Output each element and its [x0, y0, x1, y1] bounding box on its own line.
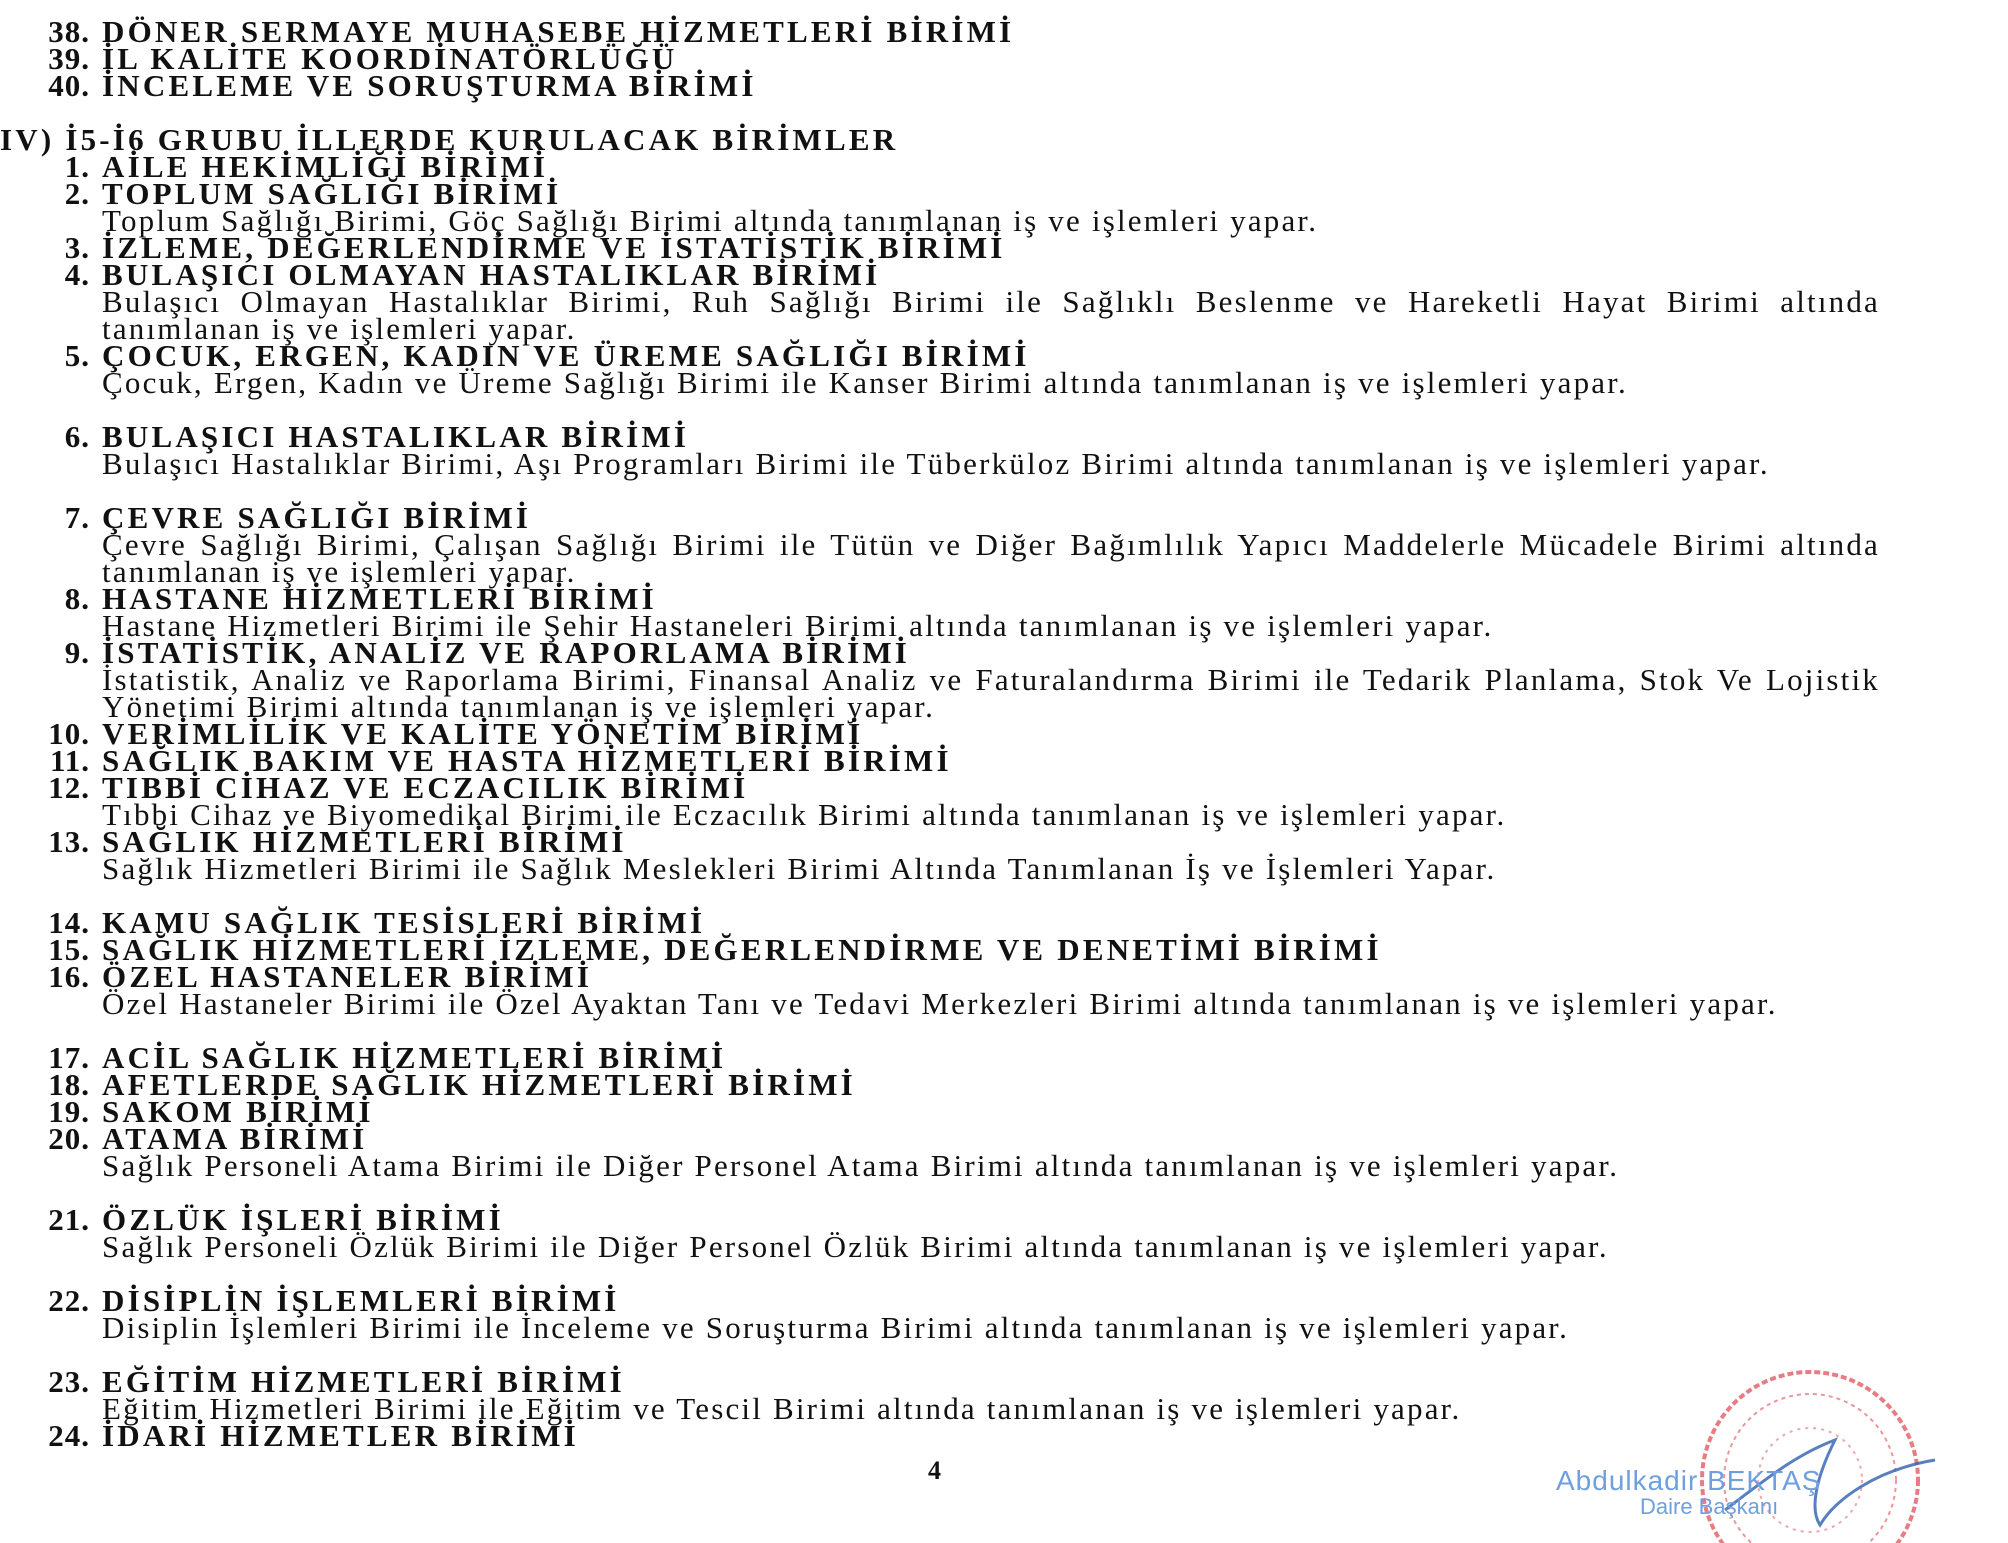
item-description: Toplum Sağlığı Birimi, Göç Sağlığı Birimi altında tanımlanan iş ve işlemleri yapar.: [102, 203, 1319, 238]
item-number: 23.: [48, 1364, 90, 1399]
item-title: SAĞLIK BAKIM VE HASTA HİZMETLERİ BİRİMİ: [102, 743, 952, 778]
item-title: HASTANE HİZMETLERİ BİRİMİ: [102, 581, 657, 616]
item-title: TOPLUM SAĞLIĞI BİRİMİ: [102, 176, 562, 211]
page-number: 4: [928, 1456, 941, 1485]
item-title: SAĞLIK HİZMETLERİ İZLEME, DEĞERLENDİRME VE DENETİMİ BİRİMİ: [102, 932, 1382, 967]
item-title: DİSİPLİN İŞLEMLERİ BİRİMİ: [102, 1283, 620, 1318]
item-title: AİLE HEKİMLİĞİ BİRİMİ: [102, 149, 549, 184]
item-description: Disiplin İşlemleri Birimi ile İnceleme ve Soruşturma Birimi altında tanımlanan iş ve işlemleri yapar.: [102, 1310, 1570, 1345]
item-description: Sağlık Personeli Özlük Birimi ile Diğer Personel Özlük Birimi altında tanımlanan iş ve işlemleri yapar.: [102, 1229, 1609, 1264]
item-description: Çevre Sağlığı Birimi, Çalışan Sağlığı Birimi ile Tütün ve Diğer Bağımlılık Yapıcı Maddelerle Mücadele Birimi altında tanımlanan iş ve işlemleri yapar.: [102, 527, 1880, 589]
item-title: ACİL SAĞLIK HİZMETLERİ BİRİMİ: [102, 1040, 727, 1075]
item-title: BULAŞICI OLMAYAN HASTALIKLAR BİRİMİ: [102, 257, 881, 292]
item-number: 8.: [64, 581, 90, 616]
item-title: VERİMLİLİK VE KALİTE YÖNETİM BİRİMİ: [102, 716, 864, 751]
item-number: 38.: [48, 14, 90, 49]
item-number: 2.: [64, 176, 90, 211]
item-title: BULAŞICI HASTALIKLAR BİRİMİ: [102, 419, 690, 454]
item-number: 19.: [48, 1094, 90, 1129]
item-title: EĞİTİM HİZMETLERİ BİRİMİ: [102, 1364, 625, 1399]
item-number: 9.: [64, 635, 90, 670]
item-title: ATAMA BİRİMİ: [102, 1121, 368, 1156]
item-number: 1.: [64, 149, 90, 184]
item-title: ÖZEL HASTANELER BİRİMİ: [102, 959, 593, 994]
item-description: Eğitim Hizmetleri Birimi ile Eğitim ve Tescil Birimi altında tanımlanan iş ve işlemleri yapar.: [102, 1391, 1462, 1426]
item-description: Sağlık Hizmetleri Birimi ile Sağlık Meslekleri Birimi Altında Tanımlanan İş ve İşlemleri Yapar.: [102, 851, 1497, 886]
item-title: DÖNER SERMAYE MUHASEBE HİZMETLERİ BİRİMİ: [102, 14, 1015, 49]
item-number: 7.: [64, 500, 90, 535]
item-description: Bulaşıcı Olmayan Hastalıklar Birimi, Ruh Sağlığı Birimi ile Sağlıklı Beslenme ve Hareketli Hayat Birimi altında tanımlanan iş ve işlemleri yapar.: [102, 284, 1880, 346]
item-number: 11.: [49, 743, 90, 778]
item-number: 40.: [48, 68, 90, 103]
item-number: 21.: [48, 1202, 90, 1237]
item-title: İZLEME, DEĞERLENDİRME VE İSTATİSTİK BİRİMİ: [102, 230, 1006, 265]
item-number: 14.: [48, 905, 90, 940]
item-title: TIBBİ CİHAZ VE ECZACILIK BİRİMİ: [102, 770, 749, 805]
item-number: 6.: [64, 419, 90, 454]
item-number: 13.: [48, 824, 90, 859]
item-number: 10.: [48, 716, 90, 751]
item-number: 5.: [64, 338, 90, 373]
item-description: İstatistik, Analiz ve Raporlama Birimi, Finansal Analiz ve Faturalandırma Birimi ile Tedarik Planlama, Stok Ve Lojistik Yönetimi Birimi altında tanımlanan iş ve işlemleri yapar.: [102, 662, 1880, 724]
item-title: ÖZLÜK İŞLERİ BİRİMİ: [102, 1202, 504, 1237]
item-title: İL KALİTE KOORDİNATÖRLÜĞÜ: [102, 41, 678, 76]
item-description: Bulaşıcı Hastalıklar Birimi, Aşı Programları Birimi ile Tüberküloz Birimi altında tanımlanan iş ve işlemleri yapar.: [102, 446, 1770, 481]
section-title: IV) İ5-İ6 GRUBU İLLERDE KURULACAK BİRİMLER: [0, 122, 899, 157]
item-title: AFETLERDE SAĞLIK HİZMETLERİ BİRİMİ: [102, 1067, 856, 1102]
item-description: Sağlık Personeli Atama Birimi ile Diğer Personel Atama Birimi altında tanımlanan iş ve işlemleri yapar.: [102, 1148, 1620, 1183]
item-number: 24.: [48, 1418, 90, 1453]
item-number: 3.: [64, 230, 90, 265]
item-title: İNCELEME VE SORUŞTURMA BİRİMİ: [102, 68, 757, 103]
item-number: 20.: [48, 1121, 90, 1156]
item-number: 16.: [48, 959, 90, 994]
item-number: 18.: [48, 1067, 90, 1102]
item-description: Hastane Hizmetleri Birimi ile Şehir Hastaneleri Birimi altında tanımlanan iş ve işlemleri yapar.: [102, 608, 1494, 643]
item-description: Tıbbi Cihaz ve Biyomedikal Birimi ile Eczacılık Birimi altında tanımlanan iş ve işlemleri yapar.: [102, 797, 1507, 832]
signer-name: Abdulkadir BEKTAŞ: [1556, 1465, 1822, 1496]
item-number: 12.: [48, 770, 90, 805]
item-title: ÇEVRE SAĞLIĞI BİRİMİ: [102, 500, 532, 535]
item-title: KAMU SAĞLIK TESİSLERİ BİRİMİ: [102, 905, 706, 940]
item-number: 22.: [48, 1283, 90, 1318]
item-description: Çocuk, Ergen, Kadın ve Üreme Sağlığı Birimi ile Kanser Birimi altında tanımlanan iş ve işlemleri yapar.: [102, 365, 1628, 400]
item-number: 17.: [48, 1040, 90, 1075]
item-description: Özel Hastaneler Birimi ile Özel Ayaktan Tanı ve Tedavi Merkezleri Birimi altında tanımlanan iş ve işlemleri yapar.: [102, 986, 1778, 1021]
item-title: SAKOM BİRİMİ: [102, 1094, 374, 1129]
item-title: ÇOCUK, ERGEN, KADIN VE ÜREME SAĞLIĞI BİRİMİ: [102, 338, 1030, 373]
signer-role: Daire Başkanı: [1640, 1494, 1779, 1519]
item-number: 15.: [48, 932, 90, 967]
item-title: İDARİ HİZMETLER BİRİMİ: [102, 1418, 579, 1453]
item-number: 39.: [48, 41, 90, 76]
item-title: İSTATİSTİK, ANALİZ VE RAPORLAMA BİRİMİ: [102, 635, 911, 670]
item-title: SAĞLIK HİZMETLERİ BİRİMİ: [102, 824, 627, 859]
item-number: 4.: [64, 257, 90, 292]
